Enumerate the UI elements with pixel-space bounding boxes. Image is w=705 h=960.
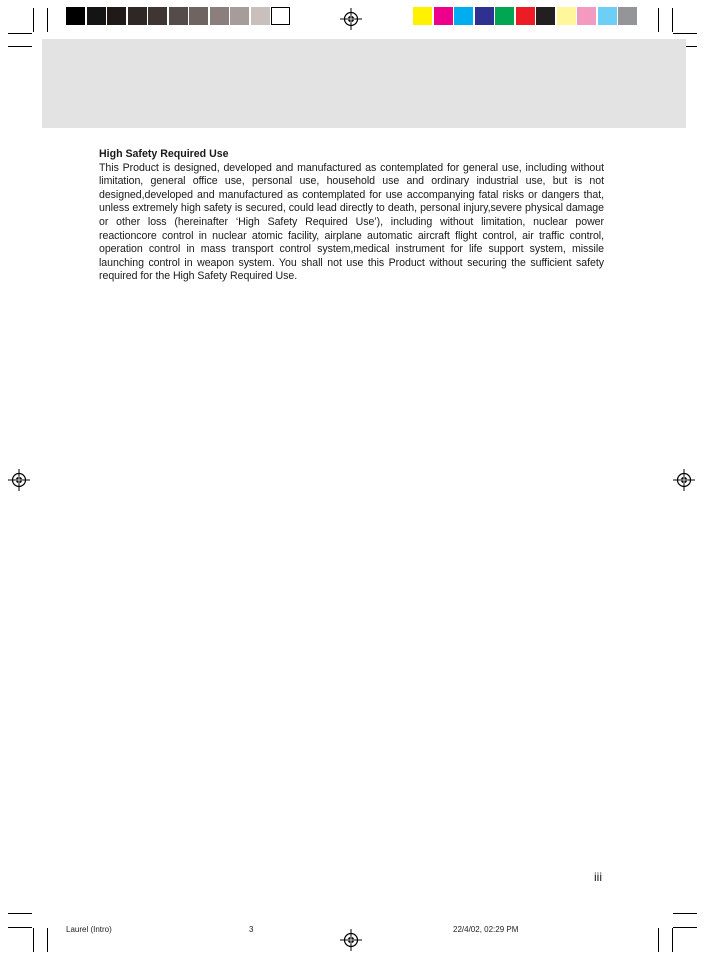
gray-swatch (169, 7, 188, 25)
crop-mark-bottom-left-h2 (8, 927, 32, 928)
registration-mark-right-icon (673, 469, 695, 491)
gray-swatch (66, 7, 85, 25)
crop-mark-top-left-v (33, 8, 34, 32)
crop-mark-bottom-left-v2 (47, 928, 48, 952)
color-swatch (618, 7, 637, 25)
header-band (42, 39, 686, 128)
crop-mark-top-right-h (673, 33, 697, 34)
grayscale-color-bar (66, 7, 292, 25)
slug-timestamp: 22/4/02, 02:29 PM (453, 925, 519, 934)
color-swatch (557, 7, 576, 25)
crop-mark-top-left-h2 (8, 46, 32, 47)
color-swatch (536, 7, 555, 25)
color-swatch (454, 7, 473, 25)
color-swatch (598, 7, 617, 25)
color-swatch (495, 7, 514, 25)
crop-mark-bottom-left-v (33, 928, 34, 952)
crop-mark-bottom-right-v (658, 928, 659, 952)
color-swatch (475, 7, 494, 25)
process-color-bar (413, 7, 639, 25)
crop-mark-top-left-v2 (47, 8, 48, 32)
slug-file-name: Laurel (Intro) (66, 925, 112, 934)
color-swatch (413, 7, 432, 25)
page-number: iii (594, 870, 602, 884)
section-heading: High Safety Required Use (99, 148, 229, 160)
registration-mark-top-icon (340, 8, 362, 30)
gray-swatch (230, 7, 249, 25)
section-body-text: This Product is designed, developed and manufactured as contemplated for general use, including without limitation, general office use, personal use, household use and ordinary industrial use, but is not designed,developed and manufactured as contemplated for use accompanying fatal risks or dangers that, unless extremely high safety is secured, could lead directly to death, personal injury,severe physical damage or other loss (hereinafter ‘High Safety Required Use’), including without limitation, nuclear power reactioncore control in nuclear atomic facility, airplane automatic aircraft flight control, air traffic control, operation control in mass transport control system,medical instrument for life support system, missile launching control in weapon system. You shall not use this Product without securing the sufficient safety required for the High Safety Required Use. (99, 161, 604, 283)
crop-mark-top-right-v2 (672, 8, 673, 32)
crop-mark-bottom-right-v2 (672, 928, 673, 952)
crop-mark-top-right-v (658, 8, 659, 32)
gray-swatch (107, 7, 126, 25)
registration-mark-bottom-icon (340, 929, 362, 951)
crop-mark-top-left-h (8, 33, 32, 34)
gray-swatch (189, 7, 208, 25)
gray-swatch (87, 7, 106, 25)
color-swatch (516, 7, 535, 25)
color-swatch (577, 7, 596, 25)
gray-swatch (251, 7, 270, 25)
gray-swatch (128, 7, 147, 25)
crop-mark-bottom-left-h (8, 913, 32, 914)
color-swatch (434, 7, 453, 25)
crop-mark-bottom-right-h2 (673, 927, 697, 928)
gray-swatch (148, 7, 167, 25)
slug-page: 3 (249, 925, 254, 934)
gray-swatch (271, 7, 290, 25)
registration-mark-left-icon (8, 469, 30, 491)
crop-mark-bottom-right-h (673, 913, 697, 914)
safety-notice-section (99, 148, 604, 284)
gray-swatch (210, 7, 229, 25)
